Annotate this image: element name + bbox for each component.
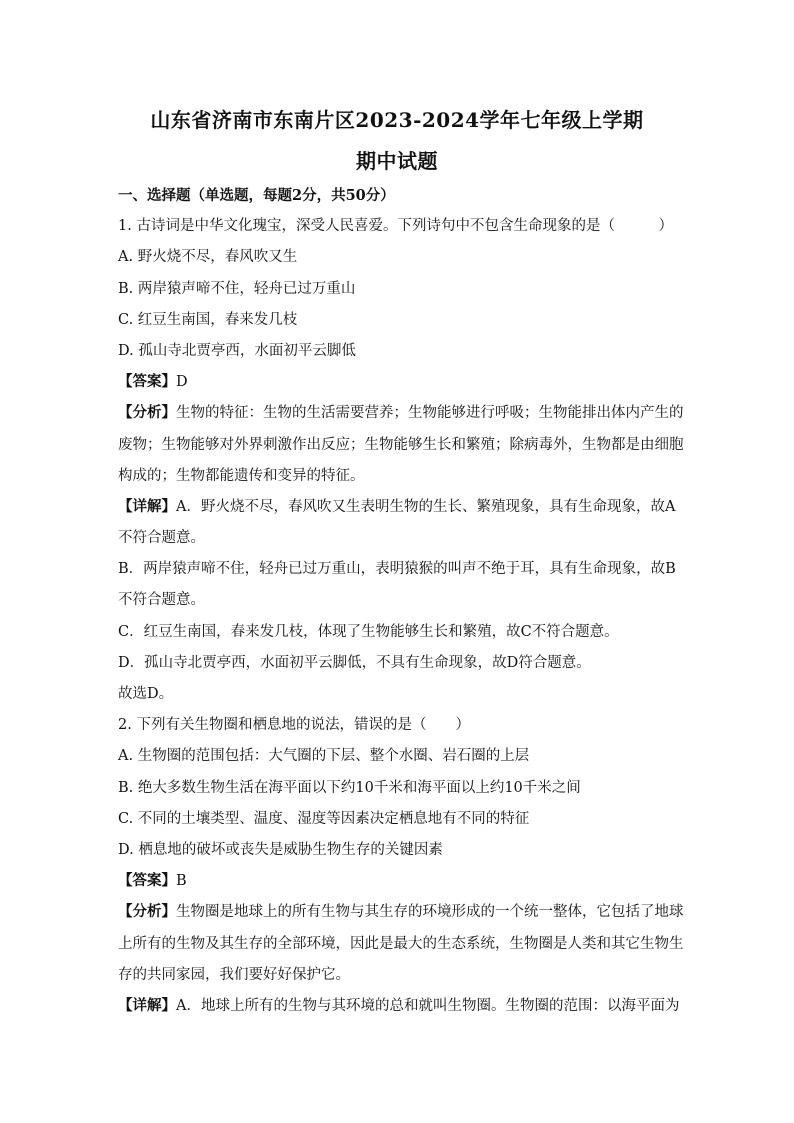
analysis-tag: 【分析】 — [118, 404, 176, 421]
q1-detail-line-3: B．两岸猿声啼不住，轻舟已过万重山，表明猿猴的叫声不绝于耳，具有生命现象，故B — [118, 561, 676, 577]
q2-option-a: A. 生物圈的范围包括：大气圈的下层、整个水圈、岩石圈的上层 — [118, 748, 530, 764]
analysis-text: 生物的特征：生物的生活需要营养；生物能够进行呼吸；生物能排出体内产生的 — [176, 405, 684, 421]
q2-stem: 2. 下列有关生物圈和栖息地的说法，错误的是（ ） — [118, 717, 470, 733]
q2-option-d: D. 栖息地的破坏或丧失是威胁生物生存的关键因素 — [118, 842, 443, 858]
q1-answer — [118, 372, 678, 392]
answer-value: B — [176, 873, 187, 889]
answer-tag: 【答案】 — [118, 373, 176, 390]
q2-analysis-line-3: 存的共同家园，我们要好好保护它。 — [118, 967, 350, 983]
q1-option-b: B. 两岸猿声啼不住，轻舟已过万重山 — [118, 281, 356, 297]
detail-text: A．野火烧不尽，春风吹又生表明生物的生长、繁殖现象，具有生命现象，故A — [176, 499, 676, 515]
detail-tag: 【详解】 — [118, 997, 176, 1014]
detail-text: A．地球上所有的生物与其环境的总和就叫生物圈。生物圈的范围：以海平面为 — [176, 998, 680, 1014]
analysis-tag: 【分析】 — [118, 903, 176, 920]
section-heading: 一、选择题（单选题，每题2分，共50分） — [118, 187, 395, 204]
answer-value: D — [176, 374, 188, 390]
q2-analysis-line-2: 上所有的生物及其生存的全部环境，因此是最大的生态系统，生物圈是人类和其它生物生 — [118, 936, 684, 952]
q1-detail-line-4: 不符合题意。 — [118, 592, 205, 608]
q1-detail-line-2: 不符合题意。 — [118, 530, 205, 546]
q2-analysis-line-1 — [118, 902, 684, 922]
q1-detail-line-5: C．红豆生南国，春来发几枝，体现了生物能够生长和繁殖，故C不符合题意。 — [118, 624, 619, 640]
q1-analysis-line-2: 废物；生物能够对外界刺激作出反应；生物能够生长和繁殖；除病毒外，生物都是由细胞 — [118, 437, 684, 453]
q1-option-a: A. 野火烧不尽，春风吹又生 — [118, 249, 298, 265]
detail-tag: 【详解】 — [118, 498, 176, 515]
title-line-1: 山东省济南市东南片区2023-2024学年七年级上学期 — [150, 108, 644, 132]
q1-analysis-line-3: 构成的；生物都能遗传和变异的特征。 — [118, 468, 365, 484]
q2-detail-line-1 — [118, 996, 678, 1016]
q1-detail-line-6: D．孤山寺北贾亭西，水面初平云脚低，不具有生命现象，故D符合题意。 — [118, 655, 591, 671]
q1-option-d: D. 孤山寺北贾亭西，水面初平云脚低 — [118, 343, 356, 359]
q1-option-c: C. 红豆生南国，春来发几枝 — [118, 312, 298, 328]
answer-tag: 【答案】 — [118, 872, 176, 889]
q1-analysis-line-1 — [118, 403, 684, 423]
analysis-text: 生物圈是地球上的所有生物与其生存的环境形成的一个统一整体，它包括了地球 — [176, 904, 684, 920]
title-line-2: 期中试题 — [356, 149, 438, 173]
q1-detail-line-7: 故选D。 — [118, 686, 174, 702]
q2-option-b: B. 绝大多数生物生活在海平面以下约10千米和海平面以上约10千米之间 — [118, 780, 581, 796]
q2-option-c: C. 不同的土壤类型、温度、湿度等因素决定栖息地有不同的特征 — [118, 811, 530, 827]
q1-stem: 1. 古诗词是中华文化瑰宝，深受人民喜爱。下列诗句中不包含生命现象的是（ ） — [118, 218, 673, 234]
q2-answer — [118, 871, 678, 891]
q1-detail-line-1 — [118, 497, 678, 517]
